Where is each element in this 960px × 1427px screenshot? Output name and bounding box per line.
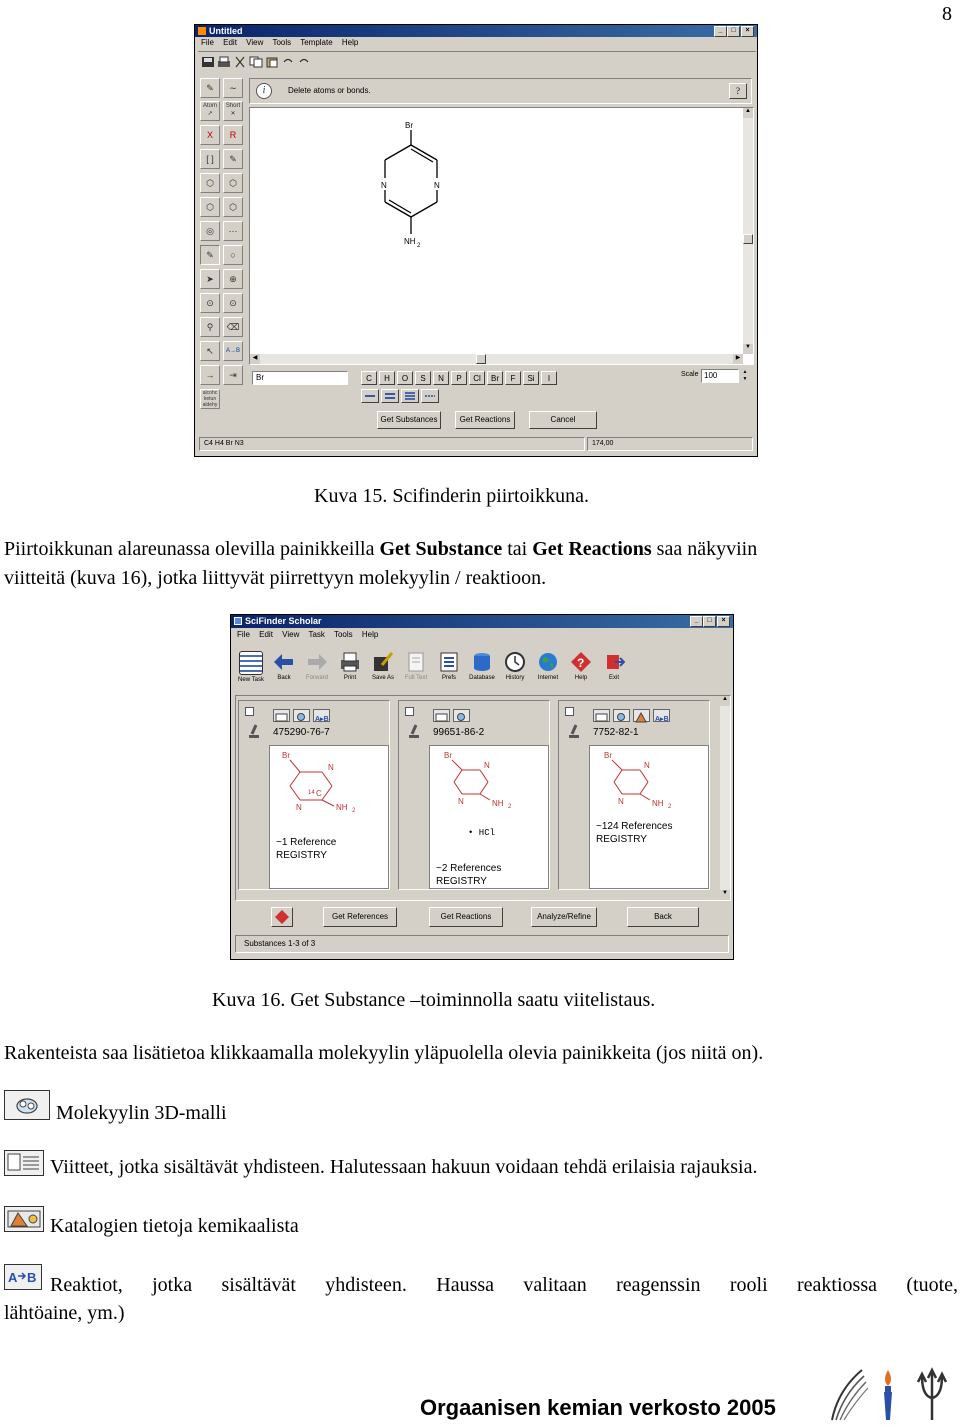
- any-bond-icon[interactable]: [421, 389, 439, 403]
- sf-menu-file[interactable]: File: [237, 630, 250, 639]
- logo-wing-icon: [832, 1370, 868, 1420]
- cut-icon[interactable]: [233, 55, 247, 67]
- single-bond-icon[interactable]: [361, 389, 379, 403]
- footer-logos: [828, 1366, 956, 1422]
- structure-panel[interactable]: [589, 745, 709, 889]
- svg-text:N: N: [296, 803, 302, 812]
- 3d-model-icon: [4, 1090, 50, 1120]
- scifinder-window: [230, 614, 734, 960]
- bond-tool-icon[interactable]: ∼: [223, 78, 243, 98]
- forward-arrow-icon: [306, 651, 328, 673]
- reactions-icon: [4, 1264, 42, 1290]
- zoom-out-icon[interactable]: ⊙: [223, 293, 243, 313]
- svg-text:N: N: [484, 761, 490, 770]
- svg-text:Br: Br: [604, 751, 612, 760]
- scale-input[interactable]: 100: [701, 369, 739, 383]
- prefs-icon: [438, 651, 460, 673]
- figure16-caption: Kuva 16. Get Substance –toiminnolla saatu viitelistaus.: [212, 989, 656, 1011]
- legend-catalog-text: Katalogien tietoja kemikaalista: [50, 1215, 299, 1237]
- page-number: 8: [942, 3, 952, 25]
- results-area: [235, 695, 731, 901]
- r-group-tool-icon[interactable]: R: [223, 125, 243, 145]
- window-title: Untitled: [209, 26, 243, 36]
- canvas-horizontal-scrollbar[interactable]: ◀ ▶: [250, 354, 743, 364]
- legend-3d-text: Molekyylin 3D-malli: [56, 1102, 227, 1124]
- references-icon: [4, 1150, 44, 1176]
- print-icon[interactable]: [217, 55, 231, 67]
- logo-trident-icon: [918, 1370, 946, 1420]
- exit-icon: [603, 651, 625, 673]
- svg-text:2: 2: [668, 804, 672, 810]
- structure-drawing: [430, 746, 548, 830]
- results-status: Substances 1-3 of 3: [235, 935, 729, 953]
- toolbar-help[interactable]: ? Help: [566, 649, 596, 687]
- reference-count[interactable]: ~124 References REGISTRY: [596, 821, 673, 845]
- new-task-icon: [239, 651, 263, 675]
- hint-bar: [249, 78, 752, 104]
- atom-br: Br: [405, 121, 413, 130]
- scifinder-menubar: [231, 628, 733, 642]
- drawing-canvas[interactable]: [249, 107, 754, 365]
- element-n-button[interactable]: N: [433, 371, 449, 385]
- drawing-window-titlebar[interactable]: [195, 25, 757, 37]
- hint-help-icon[interactable]: ?: [729, 83, 747, 99]
- toolbar-forward[interactable]: Forward: [302, 649, 332, 687]
- element-input[interactable]: Br: [252, 371, 348, 385]
- atom-tool[interactable]: Atom ↗: [200, 101, 220, 121]
- select-arrow-icon[interactable]: ➤: [200, 269, 220, 289]
- footer-title: Orgaanisen kemian verkosto 2005: [420, 1395, 776, 1420]
- shortcut-tool[interactable]: Short ✕: [223, 101, 243, 121]
- menu-tools[interactable]: Tools: [272, 38, 292, 47]
- 3d-model-icon[interactable]: [293, 709, 310, 722]
- loop-tool-icon[interactable]: ○: [223, 245, 243, 265]
- element-br-button[interactable]: Br: [487, 371, 503, 385]
- element-s-button[interactable]: S: [415, 371, 431, 385]
- svg-text:N: N: [618, 797, 624, 806]
- svg-text:N: N: [328, 763, 334, 772]
- references-icon[interactable]: [433, 709, 450, 722]
- atom-nh-subscript: 2: [417, 243, 421, 249]
- drawing-window: [194, 24, 758, 457]
- 3d-model-icon[interactable]: [613, 709, 630, 722]
- select-checkbox[interactable]: [245, 707, 254, 716]
- save-icon[interactable]: [201, 55, 215, 67]
- paste-icon[interactable]: [265, 55, 279, 67]
- toolbar-save-as[interactable]: Save As: [368, 649, 398, 687]
- double-bond-icon[interactable]: [381, 389, 399, 403]
- toolbar-exit[interactable]: Exit: [599, 649, 629, 687]
- cancel-button[interactable]: Cancel: [529, 411, 597, 429]
- toolbar-internet[interactable]: Internet: [533, 649, 563, 687]
- substance-card[interactable]: [558, 700, 710, 890]
- logo-torch-icon: [884, 1370, 892, 1420]
- results-help-button[interactable]: [271, 907, 293, 927]
- svg-text:N: N: [458, 797, 464, 806]
- arrow-select-icon[interactable]: ↖: [200, 341, 220, 361]
- legend-reactions-text-2: lähtöaine, ym.): [4, 1302, 125, 1324]
- substance-card[interactable]: [398, 700, 550, 890]
- references-icon[interactable]: [273, 709, 290, 722]
- pencil-tool-icon[interactable]: ✎: [200, 78, 220, 98]
- registry-number[interactable]: 475290-76-7: [273, 727, 330, 738]
- figure15-caption: Kuva 15. Scifinderin piirtoikkuna.: [314, 485, 589, 507]
- registry-number[interactable]: 99651-86-2: [433, 727, 485, 738]
- hexagon-tool-icon[interactable]: ⬡: [200, 197, 220, 217]
- copy-icon[interactable]: [249, 55, 263, 67]
- reference-count[interactable]: ~2 References REGISTRY: [436, 863, 502, 887]
- scifinder-window-title: SciFinder Scholar: [245, 616, 322, 626]
- reactions-icon[interactable]: [313, 709, 330, 722]
- element-buttons: [361, 371, 561, 385]
- element-h-button[interactable]: H: [379, 371, 395, 385]
- structure-drawing: [270, 746, 388, 830]
- history-clock-icon: [504, 651, 526, 673]
- sf-maximize-icon[interactable]: □: [703, 616, 716, 627]
- status-formula: C4 H4 Br N3: [199, 437, 585, 451]
- back-arrow-icon: [273, 651, 295, 673]
- atom-nh: NH: [404, 237, 416, 246]
- menu-view[interactable]: View: [246, 38, 264, 47]
- sf-minimize-icon[interactable]: _: [690, 616, 703, 627]
- menu-help[interactable]: Help: [341, 38, 359, 47]
- get-references-button[interactable]: Get References: [323, 907, 397, 927]
- close-icon[interactable]: ×: [741, 26, 754, 37]
- printer-icon: [339, 651, 361, 673]
- app-icon: [198, 27, 206, 35]
- structure-drawing: [590, 746, 708, 830]
- legend-references-text: Viitteet, jotka sisältävät yhdisteen. Halutessaan hakuun voidaan tehdä erilaisia rajauksia.: [50, 1156, 758, 1178]
- functional-group-tool[interactable]: alcohc ketun aldehy: [200, 389, 220, 409]
- help-icon: [570, 651, 592, 673]
- undo-icon[interactable]: [281, 55, 295, 67]
- paragraph-1-line-2: viitteitä (kuva 16), jotka liittyvät piirrettyyn molekyylin / reaktioon.: [4, 567, 547, 589]
- toolbar-print[interactable]: Print: [335, 649, 365, 687]
- delete-tool-icon[interactable]: ⌫: [223, 317, 243, 337]
- x-atom-tool-icon[interactable]: X: [200, 125, 220, 145]
- bottom-button-bar: [235, 905, 731, 931]
- element-o-button[interactable]: O: [397, 371, 413, 385]
- svg-text:A▸B: A▸B: [655, 716, 669, 723]
- zoom-in-icon[interactable]: ⊙: [200, 293, 220, 313]
- status-mass: 174,00: [587, 437, 753, 451]
- ring2-tool-icon[interactable]: ⬡: [223, 173, 243, 193]
- svg-text:14: 14: [308, 790, 315, 796]
- element-p-button[interactable]: P: [451, 371, 467, 385]
- charge-tool-icon[interactable]: ✎: [223, 149, 243, 169]
- atom-n-right: N: [434, 181, 440, 190]
- globe-icon: [537, 651, 559, 673]
- reference-count[interactable]: ~1 Reference REGISTRY: [276, 837, 337, 861]
- registry-number[interactable]: 7752-82-1: [593, 727, 639, 738]
- svg-text:NH: NH: [652, 799, 664, 808]
- sf-menu-edit[interactable]: Edit: [259, 630, 273, 639]
- database-icon: [471, 651, 493, 673]
- svg-text:A: A: [8, 1270, 18, 1285]
- hexagon2-tool-icon[interactable]: ⬡: [223, 197, 243, 217]
- 3d-model-icon[interactable]: [453, 709, 470, 722]
- reaction-arrow-icon[interactable]: →: [200, 365, 220, 385]
- info-icon: i: [256, 83, 272, 99]
- toolbar-history[interactable]: History: [500, 649, 530, 687]
- sf-menu-view[interactable]: View: [282, 630, 300, 639]
- bracket-tool-icon[interactable]: [ ]: [200, 149, 220, 169]
- full-text-icon: [405, 651, 427, 673]
- toolbar-prefs[interactable]: Prefs: [434, 649, 464, 687]
- structure-panel[interactable]: [429, 745, 549, 889]
- chain-tool-icon[interactable]: ⋯: [223, 221, 243, 241]
- svg-text:2: 2: [352, 808, 356, 814]
- substance-card[interactable]: [238, 700, 390, 890]
- rotate-tool-icon[interactable]: ⊕: [223, 269, 243, 289]
- svg-text:NH: NH: [336, 803, 348, 812]
- toolbar-database[interactable]: Database: [467, 649, 497, 687]
- canvas-vertical-scrollbar[interactable]: ▲ ▼: [743, 108, 753, 354]
- sf-menu-tools[interactable]: Tools: [333, 630, 353, 639]
- atom-n-left: N: [381, 181, 387, 190]
- sf-close-icon[interactable]: ×: [717, 616, 730, 627]
- get-reactions-button[interactable]: Get Reactions: [455, 411, 515, 429]
- scifinder-toolbar: [234, 649, 730, 689]
- scale-spinner-icon[interactable]: ▲ ▼: [740, 369, 750, 383]
- scifinder-titlebar[interactable]: [231, 615, 733, 628]
- get-substances-button[interactable]: Get Substances: [377, 411, 441, 429]
- paragraph-1-line-1: Piirtoikkunan alareunassa olevilla painikkeilla Get Substance tai Get Reactions saa näkyviin: [4, 538, 758, 560]
- reaction-role-tool[interactable]: A→B: [223, 341, 243, 361]
- svg-text:Br: Br: [282, 751, 290, 760]
- salt-label: • HCl: [468, 828, 496, 838]
- drawing-menubar: [195, 37, 757, 49]
- minimize-icon[interactable]: _: [714, 26, 727, 37]
- element-f-button[interactable]: F: [505, 371, 521, 385]
- bond-change-icon[interactable]: ⚲: [200, 317, 220, 337]
- element-i-button[interactable]: I: [541, 371, 557, 385]
- ring-tool-icon[interactable]: ⬡: [200, 173, 220, 193]
- svg-text:N: N: [644, 761, 650, 770]
- get-reactions-button[interactable]: Get Reactions: [429, 907, 503, 927]
- hint-text: Delete atoms or bonds.: [288, 86, 371, 95]
- select-checkbox[interactable]: [565, 707, 574, 716]
- svg-text:Br: Br: [444, 751, 452, 760]
- select-checkbox[interactable]: [405, 707, 414, 716]
- toolbar-full-text[interactable]: Full Text: [401, 649, 431, 687]
- substance-cards: [238, 700, 718, 896]
- canvas-vscroll-thumb[interactable]: [743, 234, 753, 244]
- back-button[interactable]: Back: [627, 907, 699, 927]
- structure-panel[interactable]: [269, 745, 389, 889]
- catalog-icon: [4, 1206, 44, 1232]
- microscope-icon[interactable]: [567, 723, 581, 739]
- element-c-button[interactable]: C: [361, 371, 377, 385]
- redo-icon[interactable]: [297, 55, 311, 67]
- paragraph-2: Rakenteista saa lisätietoa klikkaamalla molekyylin yläpuolella olevia painikkeita (jos niitä on).: [4, 1042, 764, 1064]
- maximize-icon[interactable]: □: [727, 26, 740, 37]
- toolbar-back[interactable]: Back: [269, 649, 299, 687]
- triple-bond-icon[interactable]: [401, 389, 419, 403]
- results-scrollbar[interactable]: ▲ ▼: [720, 696, 730, 900]
- microscope-icon[interactable]: [247, 723, 261, 739]
- sf-menu-help[interactable]: Help: [361, 630, 379, 639]
- molecule-structure: [250, 108, 742, 354]
- menu-edit[interactable]: Edit: [223, 38, 237, 47]
- legend-reactions-text: Reaktiot, jotka sisältävät yhdisteen. Haussa valitaan reagenssin rooli reaktiossa (tuote,: [50, 1274, 958, 1296]
- svg-text:C: C: [316, 789, 322, 798]
- catalog-icon[interactable]: [633, 709, 650, 722]
- svg-text:B: B: [27, 1270, 37, 1285]
- analyze-refine-button[interactable]: Analyze/Refine: [531, 907, 597, 927]
- scale-label: Scale: [681, 371, 699, 378]
- menu-template[interactable]: Template: [300, 38, 333, 47]
- element-cl-button[interactable]: Cl: [469, 371, 485, 385]
- references-icon[interactable]: [593, 709, 610, 722]
- svg-text:NH: NH: [492, 799, 504, 808]
- scifinder-app-icon: [234, 617, 242, 625]
- save-as-icon: [372, 651, 394, 673]
- svg-text:A▸B: A▸B: [315, 716, 329, 723]
- svg-text:?: ?: [577, 656, 585, 670]
- svg-text:2: 2: [508, 804, 512, 810]
- lasso-tool-icon[interactable]: ◎: [200, 221, 220, 241]
- element-si-button[interactable]: Si: [523, 371, 539, 385]
- reactions-icon[interactable]: [653, 709, 670, 722]
- microscope-icon[interactable]: [407, 723, 421, 739]
- canvas-hscroll-thumb[interactable]: [476, 354, 486, 364]
- toolbar-new-task[interactable]: New Task: [236, 649, 266, 687]
- eraser-tool-icon[interactable]: ✎: [200, 245, 220, 265]
- sf-menu-task[interactable]: Task: [308, 630, 325, 639]
- mapping-tool-icon[interactable]: ⇥: [223, 365, 243, 385]
- menu-file[interactable]: File: [201, 38, 214, 47]
